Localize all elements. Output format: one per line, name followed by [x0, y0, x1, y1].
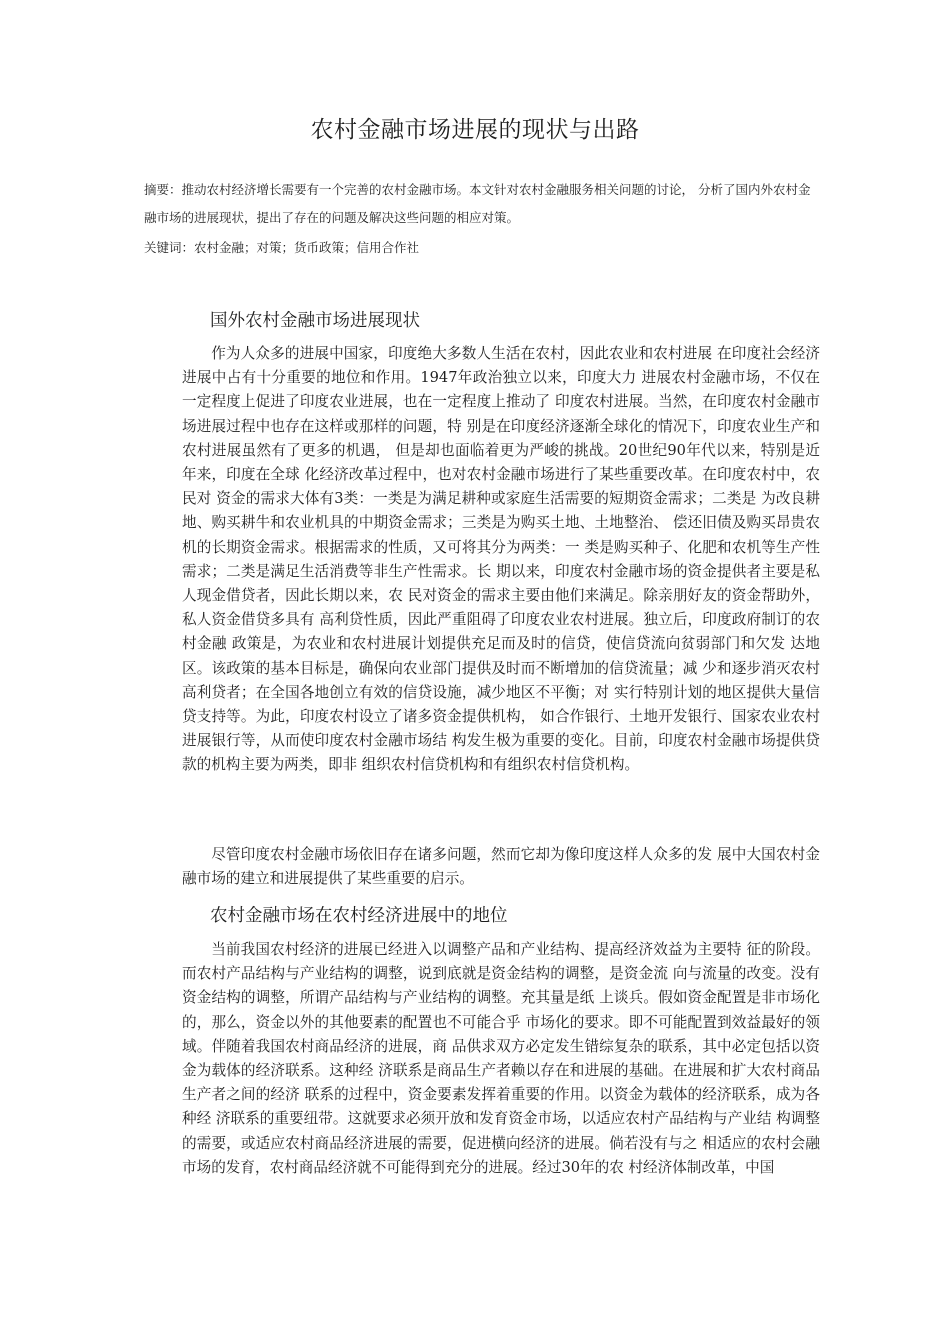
- section-heading: 农村金融市场在农村经济进展中的地位: [210, 906, 508, 926]
- section-body: [182, 843, 820, 891]
- keywords: 关键词：农村金融；对策；货币政策；信用合作社: [144, 240, 420, 255]
- body-paragraph: 作为人众多的进展中国家，印度绝大多数人生活在农村，因此农业和农村进展 在印度社会经济进展中占有十分重要的地位和作用。1947年政治独立以来，印度大力 进展农村金融市场，不仅在一定程度上促进了印度农业进展，也在一定程度上推动了 印度农村进展。当然，在印度农村金融市场进展过程中也存在这样或那样的问题，特 别是在印度经济逐渐全球化的情况下，印度农业生产和农村进展虽然有了更多的机遇， 但是却也面临着更为严峻的挑战。20世纪90年代以来，特别是近年来，印度在全球 化经济改革过程中，也对农村金融市场进行了某些重要改革。在印度农村中，农民对 资金的需求大体有3类：一类是为满足耕种或家庭生活需要的短期资金需求；二类是 为改良耕地、购买耕牛和农业机具的中期资金需求；三类是为购买土地、土地整治、 偿还旧债及购买昂贵农机的长期资金需求。根据需求的性质，又可将其分为两类：一 类是购买种子、化肥和农机等生产性需求；二类是满足生活消费等非生产性需求。长 期以来，印度农村金融市场的资金提供者主要是私人现金借贷者，因此长期以来，农 民对资金的需求主要由他们来满足。除亲朋好友的资金帮助外，私人资金借贷多具有 高利贷性质，因此严重阻碍了印度农业农村进展。独立后，印度政府制订的农村金融 政策是，为农业和农村进展计划提供充足而及时的信贷，使信贷流向贫弱部门和欠发 达地区。该政策的基本目标是，确保向农业部门提供及时而不断增加的信贷流量；减 少和逐步消灭农村高利贷者；在全国各地创立有效的信贷设施，减少地区不平衡；对 实行特别计划的地区提供大量信贷支持等。为此，印度农村设立了诸多资金提供机构， 如合作银行、土地开发银行、国家农业农村进展银行等，从而使印度农村金融市场结 构发生极为重要的变化。目前，印度农村金融市场提供贷款的机构主要为两类，即非 组织农村信贷机构和有组织农村信贷机构。: [182, 345, 820, 774]
- section-body: [182, 938, 820, 1180]
- body-paragraph: 尽管印度农村金融市场依旧存在诸多问题，然而它却为像印度这样人众多的发 展中大国农村金融市场的建立和进展提供了某些重要的启示。: [182, 846, 820, 888]
- abstract: 摘要：推动农村经济增长需要有一个完善的农村金融市场。本文针对农村金融服务相关问题的讨论， 分析了国内外农村金融市场的进展现状，提出了存在的问题及解决这些问题的相应对策。: [144, 182, 811, 225]
- document-title: 农村金融市场进展的现状与出路: [310, 117, 640, 143]
- section-body: [182, 342, 820, 778]
- body-paragraph: 当前我国农村经济的进展已经进入以调整产品和产业结构、提高经济效益为主要特 征的阶段。而农村产品结构与产业结构的调整，说到底就是资金结构的调整，是资金流 向与流量的改变。没有资金结构的调整，所谓产品结构与产业结构的调整。充其量是纸 上谈兵。假如资金配置是非市场化的，那么，资金以外的其他要素的配置也不可能合乎 市场化的要求。即不可能配置到效益最好的领域。伴随着我国农村商品经济的进展，商 品供求双方必定发生错综复杂的联系，其中必定包括以资金为载体的经济联系。这种经 济联系是商品生产者赖以存在和进展的基础。在进展和扩大农村商品生产者之间的经济 联系的过程中，资金要素发挥着重要的作用。以资金为载体的经济联系，成为各种经 济联系的重要纽带。这就要求必须开放和发育资金市场，以适应农村产品结构与产业结 构调整的需要，或适应农村商品经济进展的需要，促进横向经济的进展。倘若没有与之 相适应的农村会融市场的发育，农村商品经济就不可能得到充分的进展。经过30年的农 村经济体制改革，中国: [182, 941, 820, 1176]
- section-heading: 国外农村金融市场进展现状: [210, 311, 420, 331]
